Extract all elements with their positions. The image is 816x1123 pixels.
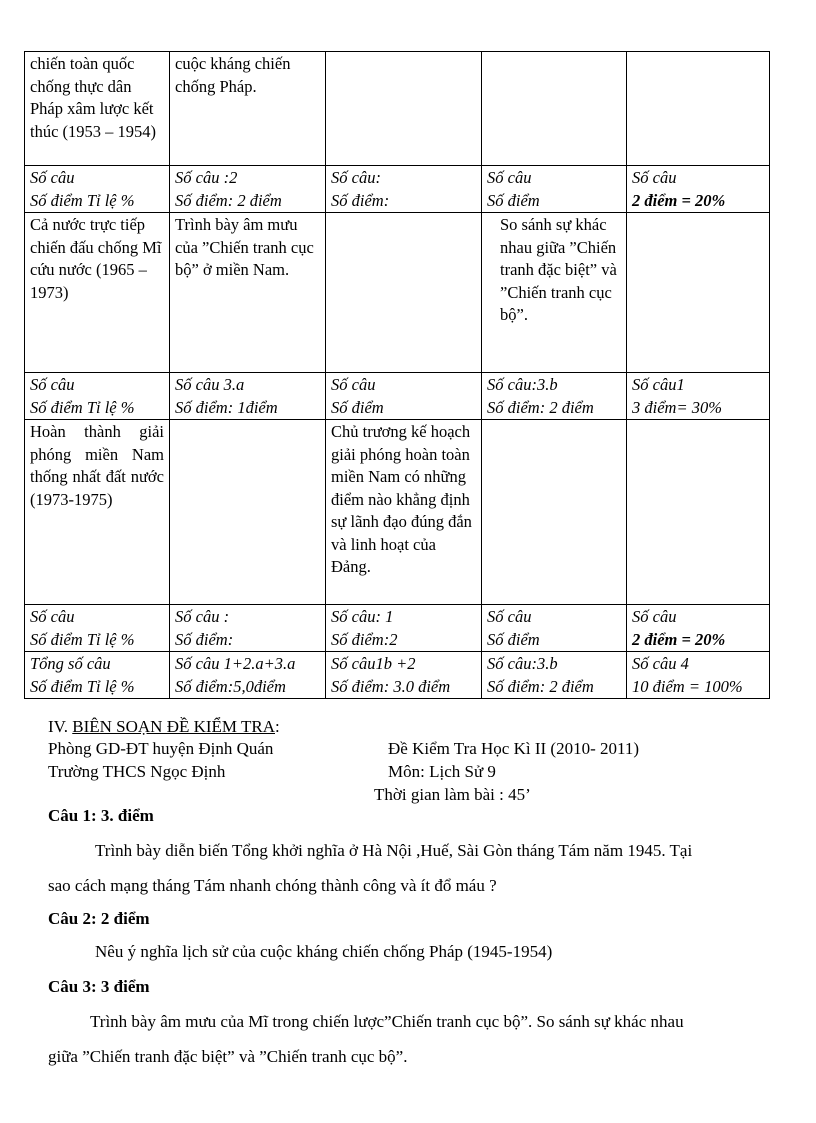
- topic-cell: Hoàn thành giải phóng miền Nam thống nhất đất nước (1973-1975): [25, 420, 170, 605]
- score-cell: [170, 373, 326, 420]
- score-line: Số điểm: [487, 190, 540, 210]
- question-1-title: Câu 1: 3. điểm: [48, 806, 154, 825]
- topic-row: [25, 420, 770, 605]
- score-row: [25, 373, 770, 420]
- score-line: Số câu :: [175, 607, 230, 626]
- score-line: Số câu:: [331, 168, 381, 187]
- score-line: Số điểm: 2 điểm: [487, 676, 594, 696]
- score-cell: [627, 373, 770, 420]
- score-line: Số điểm: [331, 397, 384, 417]
- score-row: [25, 652, 770, 699]
- topic-row: [25, 213, 770, 373]
- topic-cell: Chủ trương kế hoạch giải phóng hoàn toàn miền Nam có những điểm nào khẳng định sự lãnh đạo đúng đắn và linh hoạt của Đảng.: [326, 420, 482, 605]
- topic-cell: Trình bày âm mưu của ”Chiến tranh cục bộ” ở miền Nam.: [170, 213, 326, 373]
- score-line: 2 điểm = 20%: [632, 629, 726, 649]
- question-3-line-1: Trình bày âm mưu của Mĩ trong chiến lược”Chiến tranh cục bộ”. So sánh sự khác nhau: [90, 1012, 684, 1031]
- exam-duration: Thời gian làm bài : 45’: [374, 785, 531, 804]
- exam-matrix-table: [24, 51, 770, 699]
- score-line: Số điểm: [487, 629, 540, 649]
- topic-row: [25, 52, 770, 166]
- score-cell: [25, 166, 170, 213]
- school-department: Phòng GD-ĐT huyện Định Quán: [48, 739, 274, 758]
- topic-cell: [627, 420, 770, 605]
- score-line: Số câu: [487, 168, 532, 187]
- section-colon: :: [275, 717, 280, 736]
- score-line: Số câu: [632, 607, 677, 626]
- score-cell: [170, 605, 326, 652]
- topic-cell: Cả nước trực tiếp chiến đấu chống Mĩ cứu nước (1965 – 1973): [25, 213, 170, 373]
- topic-cell: [326, 52, 482, 166]
- exam-title: Đề Kiểm Tra Học Kì II (2010- 2011): [388, 739, 640, 758]
- question-2-line-1: Nêu ý nghĩa lịch sử của cuộc kháng chiến chống Pháp (1945-1954): [95, 942, 553, 961]
- topic-cell: [627, 52, 770, 166]
- topic-cell: [326, 213, 482, 373]
- question-3-title: Câu 3: 3 điểm: [48, 977, 150, 996]
- score-line: Số điểm: 1điểm: [175, 397, 278, 417]
- score-line: Số câu: 1: [331, 607, 394, 626]
- score-line: Số câu 1+2.a+3.a: [175, 654, 296, 673]
- score-line: Số câu:3.b: [487, 375, 558, 394]
- score-line: Số điểm: 3.0 điểm: [331, 676, 451, 696]
- score-line: Số điểm:: [331, 190, 390, 210]
- score-line: Số câu: [30, 607, 75, 626]
- score-cell: [25, 373, 170, 420]
- score-line: Số câu: [30, 168, 75, 187]
- score-line: 3 điểm= 30%: [632, 397, 722, 417]
- score-cell: [170, 652, 326, 699]
- topic-cell: [170, 420, 326, 605]
- topic-cell: [482, 420, 627, 605]
- score-cell: [25, 652, 170, 699]
- section-heading: [48, 716, 280, 738]
- score-cell: [170, 166, 326, 213]
- score-line: Số câu 4: [632, 654, 689, 673]
- score-line: Số câu: [487, 607, 532, 626]
- score-row: [25, 605, 770, 652]
- score-line: Số điểm: 2 điểm: [487, 397, 594, 417]
- score-line: Số câu1: [632, 375, 685, 394]
- topic-cell: chiến toàn quốc chống thực dân Pháp xâm lược kết thúc (1953 – 1954): [25, 52, 170, 166]
- score-line: Số điểm: 2 điểm: [175, 190, 282, 210]
- section-title: BIÊN SOẠN ĐỀ KIỂM TRA: [72, 717, 275, 736]
- question-1-line-2: sao cách mạng tháng Tám nhanh chóng thành công và ít đổ máu ?: [48, 876, 497, 895]
- score-cell: [482, 652, 627, 699]
- score-line: Tổng số câu: [30, 654, 111, 673]
- score-line: Số câu 3.a: [175, 375, 245, 394]
- score-cell: [627, 166, 770, 213]
- topic-cell: So sánh sự khác nhau giữa ”Chiến tranh đặc biệt” và ”Chiến tranh cục bộ”.: [482, 213, 627, 373]
- score-line: Số điểm Tỉ lệ %: [30, 397, 135, 417]
- score-line: Số điểm:2: [331, 629, 398, 649]
- score-cell: [25, 605, 170, 652]
- score-cell: [482, 166, 627, 213]
- score-cell: [627, 605, 770, 652]
- exam-subject: Môn: Lịch Sử 9: [388, 762, 496, 781]
- score-line: 2 điểm = 20%: [632, 190, 726, 210]
- question-2-title: Câu 2: 2 điểm: [48, 909, 150, 928]
- section-number: IV.: [48, 717, 73, 736]
- score-line: Số điểm:5,0điểm: [175, 676, 286, 696]
- topic-cell: [482, 52, 627, 166]
- score-line: Số câu1b +2: [331, 654, 416, 673]
- score-cell: [326, 605, 482, 652]
- topic-cell: [627, 213, 770, 373]
- question-1-line-1: Trình bày diễn biến Tổng khởi nghĩa ở Hà Nội ,Huế, Sài Gòn tháng Tám năm 1945. Tại: [95, 841, 693, 860]
- question-3-line-2: giữa ”Chiến tranh đặc biệt” và ”Chiến tranh cục bộ”.: [48, 1047, 408, 1066]
- school-name: Trường THCS Ngọc Định: [48, 762, 226, 781]
- score-cell: [326, 373, 482, 420]
- score-line: Số điểm Tỉ lệ %: [30, 629, 135, 649]
- score-cell: [326, 166, 482, 213]
- score-line: Số điểm Tỉ lệ %: [30, 190, 135, 210]
- score-cell: [627, 652, 770, 699]
- score-row: [25, 166, 770, 213]
- score-line: Số câu: [30, 375, 75, 394]
- score-line: Số câu:3.b: [487, 654, 558, 673]
- score-line: Số điểm Tỉ lệ %: [30, 676, 135, 696]
- score-cell: [482, 373, 627, 420]
- score-cell: [482, 605, 627, 652]
- score-line: Số câu: [632, 168, 677, 187]
- score-line: Số câu: [331, 375, 376, 394]
- score-line: Số câu :2: [175, 168, 238, 187]
- score-line: Số điểm:: [175, 629, 234, 649]
- score-line: 10 điểm = 100%: [632, 676, 743, 696]
- topic-cell: cuộc kháng chiến chống Pháp.: [170, 52, 326, 166]
- matrix-body: [25, 52, 770, 699]
- score-cell: [326, 652, 482, 699]
